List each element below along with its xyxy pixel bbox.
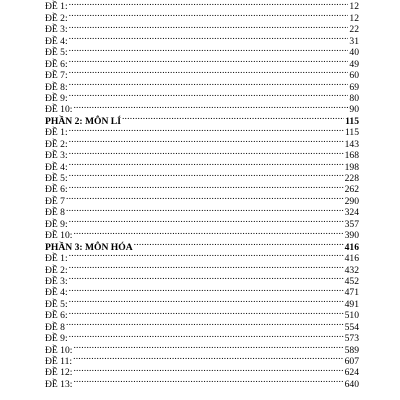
toc-entry[interactable] [45,158,359,173]
toc-entry-label: ĐỀ 2: [45,138,68,150]
toc-entry-label: ĐỀ 1: [45,1,68,13]
toc-entry-label: ĐỀ 6: [45,184,68,196]
toc-entry-label: ĐỀ 5: [45,298,68,310]
dot-leader [69,9,349,20]
toc-entry-label: ĐỀ 6: [45,58,68,70]
toc-page-number: 40 [349,47,359,59]
toc-page-number: 357 [344,218,359,230]
toc-page-number: 115 [344,127,359,139]
toc-entry[interactable] [45,295,359,310]
dot-leader [69,78,349,89]
dot-leader [69,215,344,226]
toc-entry[interactable] [45,44,359,59]
dot-leader [73,375,343,386]
toc-page-number: 22 [349,24,359,36]
toc-page-number: 554 [344,321,359,333]
toc-entry-label: ĐỀ 4: [45,35,68,47]
toc-page-number: 471 [344,287,359,299]
toc-entry-label: ĐỀ 5: [45,47,68,59]
toc-entry-label: ĐỀ 11: [45,356,73,367]
toc-entry[interactable] [45,101,359,116]
toc-entry-label: ĐỀ 7 [45,195,65,207]
toc-entry[interactable] [45,21,359,36]
toc-entry-label: ĐỀ 10: [45,344,73,356]
toc-entry-label: ĐỀ 5: [45,173,68,184]
toc-entry[interactable] [45,147,359,162]
toc-page-number: 390 [344,230,359,242]
dot-leader [122,112,344,123]
toc-page-number: 168 [344,150,359,162]
toc-page-number: 60 [349,70,359,82]
toc-entry-label: ĐỀ 3: [45,275,68,287]
dot-leader [69,0,349,9]
toc-entry[interactable] [45,330,359,345]
toc-entry-label: ĐỀ 1: [45,253,68,265]
toc-entry[interactable] [45,307,359,322]
dot-leader [69,21,349,32]
toc-entry-label: ĐỀ 1: [45,127,68,139]
toc-page-number: 12 [349,1,359,13]
dot-leader [134,238,344,249]
toc-entry[interactable] [45,364,359,379]
toc-entry[interactable] [45,318,359,333]
dot-leader [69,250,344,261]
dot-leader [66,318,344,329]
toc-page-number: 90 [349,104,359,116]
toc-page-number: 324 [344,207,359,219]
toc-entry-label: ĐỀ 13: [45,378,73,390]
toc-entry[interactable] [45,67,359,82]
toc-page-number: 262 [344,184,359,196]
dot-leader [69,147,344,158]
toc-entry-label: ĐỀ 10: [45,104,73,116]
toc-page-number: 31 [349,35,359,47]
toc-page-number: 416 [344,241,359,253]
toc-entry[interactable] [45,261,359,276]
toc-page-number: 416 [344,253,359,265]
toc-entry-label: ĐỀ 8 [45,321,65,333]
toc-entry-label: PHẦN 3: MÔN HÓA [45,241,133,253]
toc-entry-label: ĐỀ 7: [45,70,68,82]
dot-leader [69,55,349,66]
toc-entry[interactable] [45,215,359,230]
dot-leader [69,158,344,169]
toc-page-number: 573 [344,333,359,345]
dot-leader [69,32,349,43]
toc-entry[interactable] [45,341,359,356]
toc-entry-label: ĐỀ 2: [45,264,68,276]
toc-entry[interactable] [45,181,359,196]
toc-entry[interactable] [45,124,359,139]
toc-page-number: 12 [349,12,359,24]
toc-entry[interactable] [45,273,359,287]
dot-leader [69,67,349,78]
toc-entry[interactable] [45,250,359,265]
toc-page-number: 452 [344,275,359,287]
toc-entry[interactable] [45,135,359,150]
toc-entry-label: ĐỀ 6: [45,310,68,322]
toc-page-number: 290 [344,195,359,207]
toc-entry-label: ĐỀ 3: [45,24,68,36]
table-of-contents [45,0,359,390]
toc-page-number: 510 [344,310,359,322]
toc-entry-label: PHẦN 2: MÔN LÍ [45,115,121,127]
toc-section-heading[interactable] [45,112,359,127]
toc-entry-label: ĐỀ 8: [45,81,68,93]
toc-entry-label: ĐỀ 4: [45,161,68,173]
toc-page-number: 80 [349,92,359,104]
toc-entry-label: ĐỀ 8 [45,207,65,219]
toc-entry[interactable] [45,170,359,184]
toc-entry[interactable] [45,78,359,93]
dot-leader [69,181,344,192]
dot-leader [69,330,344,341]
toc-entry-label: ĐỀ 10: [45,230,73,242]
toc-entry[interactable] [45,9,359,24]
toc-page-number: 115 [345,115,359,127]
dot-leader [73,364,343,375]
dot-leader [73,341,343,352]
toc-entry[interactable] [45,55,359,70]
toc-page-number: 49 [349,58,359,70]
toc-entry-label: ĐỀ 3: [45,150,68,162]
toc-page-number: 589 [344,344,359,356]
toc-entry-label: ĐỀ 12: [45,367,73,379]
dot-leader [69,170,344,181]
dot-leader [69,261,344,272]
toc-entry[interactable] [45,204,359,219]
toc-page-number: 607 [344,356,359,367]
toc-page-number: 640 [344,378,359,390]
toc-entry-label: ĐỀ 9: [45,92,68,104]
dot-leader [66,204,344,215]
toc-entry[interactable] [45,375,359,390]
toc-entry[interactable] [45,90,359,104]
toc-page-number: 624 [344,367,359,379]
toc-entry[interactable] [45,227,359,242]
toc-entry[interactable] [45,32,359,47]
dot-leader [69,295,344,306]
toc-page-number: 143 [344,138,359,150]
dot-leader [69,135,344,146]
toc-entry-label: ĐỀ 2: [45,12,68,24]
toc-page-number: 69 [349,81,359,93]
dot-leader [73,101,348,112]
dot-leader [69,273,344,284]
toc-entry[interactable] [45,353,359,367]
toc-page-number: 198 [344,161,359,173]
toc-page-number: 228 [344,173,359,184]
dot-leader [69,90,349,101]
dot-leader [66,192,344,203]
toc-entry[interactable] [45,0,359,13]
toc-page-number: 491 [344,298,359,310]
toc-entry-label: ĐỀ 9: [45,218,68,230]
toc-section-heading[interactable] [45,238,359,253]
dot-leader [69,44,349,55]
dot-leader [69,307,344,318]
toc-page-number: 432 [344,264,359,276]
toc-entry[interactable] [45,284,359,299]
dot-leader [69,124,344,135]
toc-entry-label: ĐỀ 4: [45,287,68,299]
toc-entry[interactable] [45,192,359,207]
dot-leader [73,353,344,364]
toc-entry-label: ĐỀ 9: [45,333,68,345]
dot-leader [69,284,344,295]
dot-leader [73,227,343,238]
